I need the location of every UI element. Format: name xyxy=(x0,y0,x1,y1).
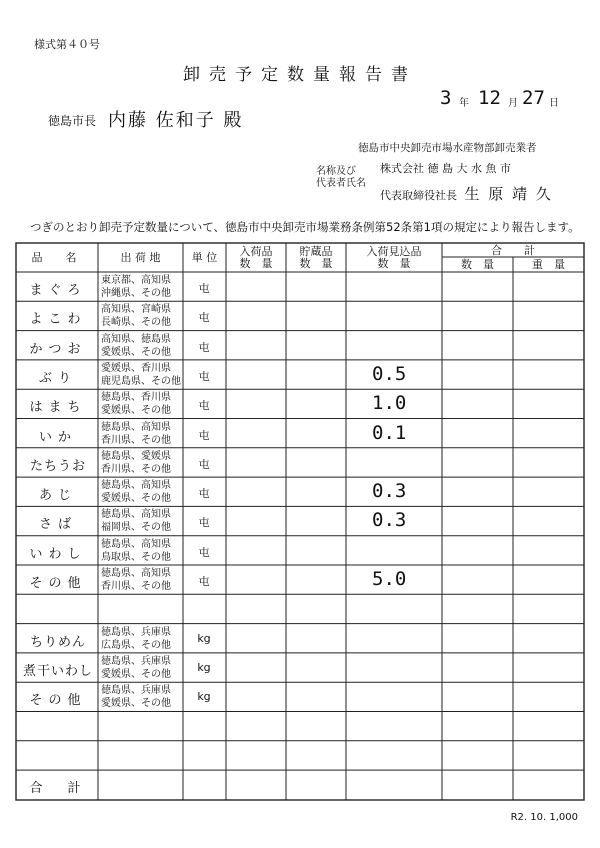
row-unit: 屯 xyxy=(198,487,210,501)
row-unit: 屯 xyxy=(198,369,210,383)
date-year-label: 年 xyxy=(459,98,469,109)
row-item-name: その他 xyxy=(29,576,87,591)
row-unit: 屯 xyxy=(198,516,210,530)
row-origin-line2: 愛媛県、その他 xyxy=(101,493,171,505)
row-expected-quantity: 5.0 xyxy=(372,568,407,590)
row-unit: 屯 xyxy=(198,399,210,413)
row-origin-line1: 徳島県、高知県 xyxy=(101,421,171,433)
header-stored-bottom: 数 量 xyxy=(299,257,333,270)
row-origin-line1: 高知県、徳島県 xyxy=(101,333,171,345)
date-month: 12 xyxy=(478,87,501,109)
row-origin-line2: 愛媛県、その他 xyxy=(101,405,171,417)
date-year: 3 xyxy=(440,87,452,109)
row-origin-line2: 沖縄県、その他 xyxy=(101,288,171,299)
company-name: 株式会社 徳 島 大 水 魚 市 xyxy=(380,162,511,175)
header-origin: 出 荷 地 xyxy=(120,251,161,264)
row-origin-line2: 香川県、その他 xyxy=(101,463,171,475)
row-item-name: まぐろ xyxy=(29,283,87,298)
trader-description: 徳島市中央卸売市場水産物部卸売業者 xyxy=(358,142,537,154)
row-item-name: たちうお xyxy=(29,458,86,474)
date-day: 27 xyxy=(522,87,545,109)
row-unit: kg xyxy=(197,660,211,674)
row-origin-line1: 愛媛県、香川県 xyxy=(101,362,171,374)
row-expected-quantity: 0.1 xyxy=(372,421,407,444)
row-origin-line2: 広島県、その他 xyxy=(101,639,171,651)
header-total-qty: 数 量 xyxy=(461,258,494,271)
row-unit: 屯 xyxy=(198,428,210,442)
document-title: 卸売予定数量報告書 xyxy=(183,65,417,85)
row-item-name: さば xyxy=(38,517,77,533)
row-origin-line2: 福岡県、その他 xyxy=(101,522,171,534)
name-label-line1: 名称及び xyxy=(316,166,356,177)
row-unit: 屯 xyxy=(198,575,210,588)
header-unit: 単 位 xyxy=(191,251,218,264)
row-item-name: 煮干いわし xyxy=(22,663,93,679)
row-unit: 屯 xyxy=(198,457,210,471)
row-item-name: 合 計 xyxy=(29,781,87,797)
header-expected xyxy=(346,246,442,270)
row-origin-line2: 愛媛県、その他 xyxy=(101,698,171,710)
header-total-weight: 重 量 xyxy=(532,258,565,271)
row-origin-line2: 香川県、その他 xyxy=(101,434,171,446)
row-origin-line1: 徳島県、高知県 xyxy=(101,568,171,579)
row-item-name: かつお xyxy=(29,341,87,357)
name-label-line2: 代表者氏名 xyxy=(316,178,366,189)
header-stored xyxy=(286,246,346,270)
row-expected-quantity: 0.5 xyxy=(372,362,407,385)
row-item-name: ぶり xyxy=(38,370,77,386)
row-origin-line2: 愛媛県、その他 xyxy=(101,668,171,680)
row-origin-line1: 徳島県、高知県 xyxy=(101,480,171,492)
row-unit: 屯 xyxy=(198,545,210,559)
row-origin-line1: 徳島県、兵庫県 xyxy=(101,626,171,638)
row-origin-line2: 鹿児島県、その他 xyxy=(101,375,181,387)
row-unit: kg xyxy=(197,631,211,645)
intro-text: つぎのとおり卸売予定数量について、徳島市中央卸売市場業務条例第52条第1項の規定により報告します。 xyxy=(30,220,580,234)
addressee-label: 徳島市長 xyxy=(48,114,97,128)
row-origin-line1: 徳島県、兵庫県 xyxy=(101,685,171,697)
date-month-label: 月 xyxy=(508,98,518,109)
row-origin-line1: 徳島県、香川県 xyxy=(101,392,171,404)
representative-name: 生 原 靖 久 xyxy=(464,185,553,203)
row-origin-line2: 鳥取県、その他 xyxy=(101,551,171,563)
header-item: 品 名 xyxy=(31,251,83,264)
row-origin-line2: 愛媛県、その他 xyxy=(101,346,171,358)
row-item-name: はまち xyxy=(29,400,87,416)
row-origin-line1: 東京都、高知県 xyxy=(101,275,171,286)
row-item-name: いわし xyxy=(29,546,87,562)
row-unit: 屯 xyxy=(198,311,210,325)
row-item-name: その他 xyxy=(29,693,87,709)
addressee-name: 内藤 佐和子 殿 xyxy=(108,110,244,131)
row-unit: 屯 xyxy=(198,340,210,354)
form-number: 様式第４０号 xyxy=(34,38,100,51)
row-origin-line1: 徳島県、愛媛県 xyxy=(101,450,171,462)
row-origin-line1: 高知県、宮崎県 xyxy=(101,304,171,316)
row-item-name: あじ xyxy=(38,488,77,504)
row-unit: 屯 xyxy=(198,282,210,295)
row-origin-line1: 徳島県、高知県 xyxy=(101,509,171,521)
header-arrival-top: 入荷品 xyxy=(239,245,273,258)
header-total: 合 計 xyxy=(491,244,535,257)
header-expected-top: 入荷見込品 xyxy=(366,245,422,258)
row-expected-quantity: 0.3 xyxy=(372,480,407,503)
row-unit: kg xyxy=(197,690,211,704)
date-day-label: 日 xyxy=(549,98,559,109)
row-origin-line1: 徳島県、兵庫県 xyxy=(101,655,171,667)
header-stored-top: 貯蔵品 xyxy=(299,245,333,258)
header-expected-bottom: 数 量 xyxy=(377,257,411,270)
footnote: R2. 10. 1,000 xyxy=(510,812,578,823)
row-item-name: よこわ xyxy=(29,312,87,328)
row-item-name: いか xyxy=(38,429,77,445)
representative-title: 代表取締役社長 xyxy=(380,189,457,202)
header-arrival xyxy=(226,246,286,270)
header-arrival-bottom: 数 量 xyxy=(239,257,273,270)
row-expected-quantity: 1.0 xyxy=(372,392,407,415)
row-item-name: ちりめん xyxy=(29,634,86,650)
row-origin-line1: 徳島県、高知県 xyxy=(101,538,171,550)
row-expected-quantity: 0.3 xyxy=(372,509,407,532)
row-origin-line2: 香川県、その他 xyxy=(101,581,171,592)
row-origin-line2: 長崎県、その他 xyxy=(101,317,171,329)
